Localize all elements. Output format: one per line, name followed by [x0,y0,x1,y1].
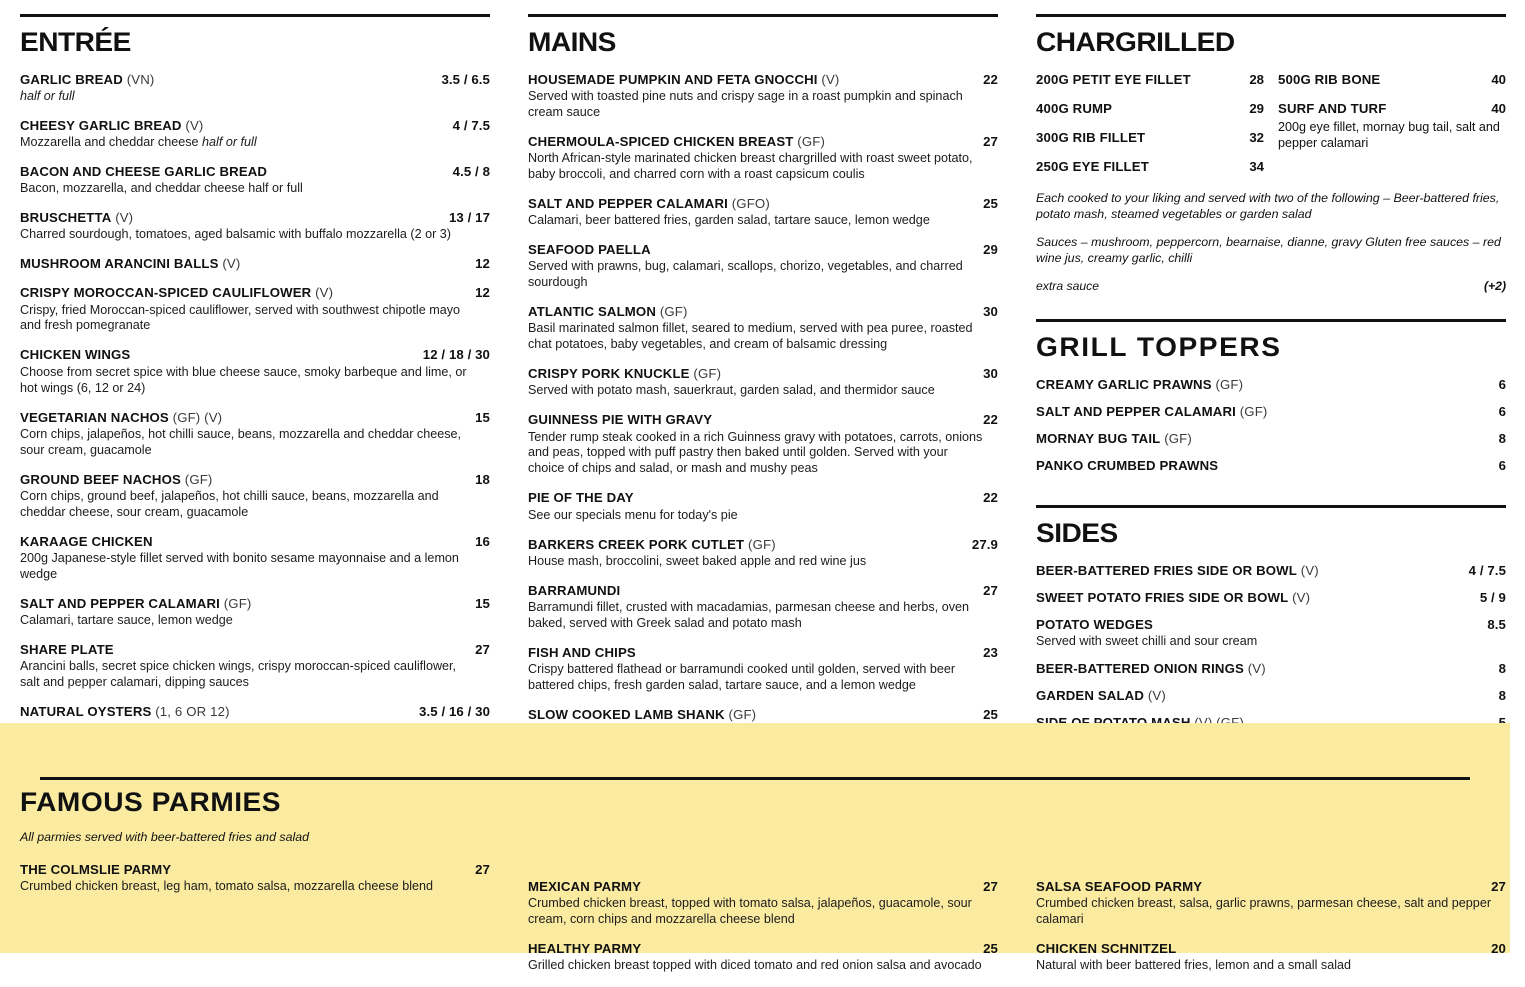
menu-item [1036,879,1506,928]
menu-item-header [20,347,490,363]
menu-item-header [528,537,998,553]
menu-item-price: 12 [475,256,490,272]
menu-item-name: MEXICAN PARMY [528,879,642,894]
chargrilled-item-price: 32 [1249,130,1264,145]
menu-item-description: Crumbed chicken breast, leg ham, tomato salsa, mozzarella cheese blend [20,879,434,894]
chargrilled-item-name: 400G RUMP [1036,101,1113,116]
section-rule-sides [1036,505,1506,508]
menu-item-name: BACON AND CHEESE GARLIC BREAD [20,164,268,180]
parmies-list-2 [528,777,998,974]
menu-item-header [1036,688,1506,704]
menu-item-description: North African-style marinated chicken breast chargrilled with roast sweet potato, baby broccoli, and charred corn with a roast capsicum coulis [528,151,973,182]
menu-item [1036,431,1506,447]
menu-item [528,537,998,570]
menu-item [1036,458,1506,474]
menu-item-header [528,196,998,212]
grill-toppers-item-list [1036,377,1506,474]
menu-item-price: 27 [475,862,490,877]
parmies-list-3 [1036,777,1506,974]
menu-item-header [20,256,490,272]
menu-item [20,285,490,334]
section-title-mains: MAINS [528,27,616,57]
section-rule-grill-toppers [1036,319,1506,322]
menu-item-dietary-tag: (V) [1144,688,1166,704]
menu-item-price: 27 [983,582,998,598]
menu-item-name: SALSA SEAFOOD PARMY [1036,879,1203,894]
menu-item [528,645,998,694]
menu-item-price: 15 [475,595,490,611]
menu-item-dietary-tag: (V) [181,118,204,134]
menu-item-name: CREAMY GARLIC PRAWNS (GF) [1036,376,1244,392]
menu-item-dietary-tag: (GF) [180,471,213,487]
menu-item-price: 8 [1498,688,1506,704]
menu-item [1036,617,1506,650]
menu-item-dietary-tag: (GF) [689,366,722,382]
menu-item-description [20,89,475,105]
spacer-before-grill-toppers [1036,293,1506,319]
menu-item-price: 30 [983,304,998,320]
menu-item-description: 200g Japanese-style fillet served with bonito sesame mayonnaise and a lemon wedge [20,550,459,581]
chargrilled-item-price: 28 [1249,72,1264,87]
menu-item-header [528,304,998,320]
chargrilled-item-name: 200G PETIT EYE FILLET [1036,72,1191,87]
menu-item-header [528,645,998,661]
chargrilled-note-serving: Each cooked to your liking and served with two of the following – Beer-battered fries, potato mash, steamed vegetables or garden salad [1036,191,1500,222]
menu-item-dietary-tag: (GF) [656,304,688,320]
menu-item-price: 13 / 17 [448,210,490,226]
menu-item-header [20,410,490,426]
menu-item-dietary-tag: (GF) [744,536,776,552]
menu-item-description: Bacon, mozzarella, and cheddar cheese half or full [20,181,303,196]
menu-item [20,256,490,272]
section-rule-chargrilled [1036,14,1506,17]
chargrilled-item-name: 300G RIB FILLET [1036,130,1146,145]
menu-item-price: 4 / 7.5 [452,118,490,134]
menu-item-price: 25 [983,941,998,957]
menu-item-name: SALT AND PEPPER CALAMARI (GFO) [528,196,770,212]
menu-item-price: 27 [983,134,998,150]
menu-item-header [20,704,490,720]
menu-item-name: PANKO CRUMBED PRAWNS [1036,457,1219,473]
menu-item [528,583,998,632]
menu-item-name: CRISPY MOROCCAN-SPICED CAULIFLOWER (V) [20,285,334,301]
menu-item-header [528,412,998,428]
menu-item-header [20,164,490,180]
menu-item-description: Crispy battered flathead or barramundi cooked until golden, served with beer battered chips, fresh garden salad, tartare sauce, and a lemon wedge [528,661,956,692]
menu-item-dietary-tag: (GF) [1235,403,1268,419]
menu-item [528,242,998,291]
menu-item-description: Corn chips, ground beef, jalapeños, hot chilli sauce, beans, mozzarella and cheddar cheese, sour cream, guacamole [20,488,439,519]
chargrilled-item-price: 29 [1249,101,1264,116]
entree-item-list [20,72,490,749]
menu-item [1036,563,1506,579]
section-famous-parmies [0,723,1510,973]
menu-item-header [1036,431,1506,447]
menu-item [20,118,490,151]
menu-item-name: CHEESY GARLIC BREAD (V) [20,118,204,134]
menu-item-header [528,490,998,506]
menu-item-header [528,941,998,957]
menu-item-dietary-tag: (V) [1243,661,1266,677]
section-grill-toppers [1036,319,1506,474]
chargrilled-item-price: 40 [1491,101,1506,116]
menu-item-price: 6 [1498,457,1506,473]
menu-item-price: 16 [475,533,490,549]
menu-item-header [1036,458,1506,474]
chargrilled-note-sauces: Sauces – mushroom, peppercorn, bearnaise, dianne, gravy Gluten free sauces – red wine jus, creamy garlic, chilli [1036,235,1501,266]
parmies-column-3 [1036,777,1506,987]
menu-item-price: 15 [475,409,490,425]
menu-item-description: Choose from secret spice with blue cheese sauce, smoky barbeque and lime, or hot wings (6, 12 or 24) [20,364,467,395]
menu-item-header [528,879,998,895]
extra-sauce-price: (+2) [1483,278,1506,293]
menu-item-name: POTATO WEDGES [1036,617,1153,633]
menu-item [528,304,998,353]
menu-item-price: 12 / 18 / 30 [422,347,490,363]
chargrilled-item [1278,72,1506,87]
menu-item-price: 5 / 9 [1479,589,1506,605]
menu-item-dietary-tag: (GF) [219,595,252,611]
menu-item-name: CHICKEN WINGS [20,347,131,363]
menu-item-description: Served with sweet chilli and sour cream [1036,634,1258,649]
chargrilled-left-column [1036,72,1264,188]
menu-item-price: 23 [983,644,998,660]
menu-item-name: THE COLMSLIE PARMY [20,862,172,877]
menu-item-header [20,210,490,226]
menu-item [20,596,490,629]
chargrilled-item-price: 40 [1491,72,1506,87]
menu-item-dietary-tag: (GF) [724,706,757,722]
menu-item-name: CHICKEN SCHNITZEL [1036,941,1177,957]
menu-item-header [528,583,998,599]
menu-item-header [528,72,998,88]
menu-item-description: Crumbed chicken breast, topped with tomato salsa, jalapeños, guacamole, sour cream, corn chips and mozzarella cheese blend [528,896,972,927]
menu-item-dietary-tag: (1, 6 OR 12) [151,703,230,719]
chargrilled-item [1036,130,1264,145]
menu-item-description: Served with prawns, bug, calamari, scallops, chorizo, vegetables, and charred sourdough [528,259,963,290]
menu-item-price: 3.5 / 6.5 [441,72,490,87]
menu-item-dietary-tag: (GF) [1160,430,1192,446]
section-sides [1036,505,1506,759]
chargrilled-item [1036,101,1264,116]
menu-item [1036,404,1506,420]
menu-item-description: Natural with beer battered fries, lemon and a small salad [1036,958,1352,973]
chargrilled-item-price: 34 [1249,159,1264,174]
chargrilled-grid [1036,72,1506,188]
menu-item-dietary-tag: (V) [218,256,241,272]
chargrilled-item [1278,101,1506,116]
menu-item-description: Tender rump steak cooked in a rich Guinness gravy with potatoes, carrots, onions and peas, topped with puff pastry then baked until golden. Served with your choice of chips and salad, or mash and mushy peas [528,429,983,476]
menu-item-header [1036,941,1506,957]
menu-item-header [1036,404,1506,420]
menu-item-dietary-tag: (V) [817,72,840,87]
menu-item-description: Calamari, beer battered fries, garden salad, tartare sauce, lemon wedge [528,213,930,228]
menu-item-description: Corn chips, jalapeños, hot chilli sauce, beans, mozzarella and cheddar cheese, sour cream, guacamole [20,426,462,457]
menu-item-description: Served with toasted pine nuts and crispy sage in a roast pumpkin and spinach cream sauce [528,89,963,120]
menu-item [20,210,490,243]
parmies-list-1 [20,862,490,895]
chargrilled-item [1036,159,1264,174]
menu-item-header [528,134,998,150]
menu-item-price: 25 [983,196,998,212]
menu-item-dietary-tag: (GFO) [727,196,770,212]
menu-item-name: BARKERS CREEK PORK CUTLET (GF) [528,536,776,552]
menu-item-dietary-tag: (VN) [122,72,155,87]
menu-item-price: 8.5 [1487,617,1506,633]
menu-item-header [20,72,490,88]
menu-item-header [528,707,998,723]
menu-item-dietary-tag: (GF) [793,134,825,150]
section-rule-mains [528,14,998,17]
menu-item-header [20,862,490,878]
menu-item-price: 30 [983,366,998,382]
parmies-column-1 [20,777,490,987]
menu-item [528,366,998,399]
menu-item-name: BEER-BATTERED FRIES SIDE OR BOWL (V) [1036,562,1319,578]
menu-item-description: Mozzarella and cheddar cheese half or full [20,135,257,150]
section-title-chargrilled: CHARGRILLED [1036,27,1235,57]
parmies-column-2 [528,777,998,987]
menu-item-description: House mash, broccolini, sweet baked apple and red wine jus [528,553,867,568]
menu-item [528,412,998,477]
menu-item [20,347,490,396]
column-entree [20,14,490,723]
menu-item-price: 22 [983,412,998,428]
menu-item [20,410,490,459]
menu-item-dietary-tag: (V) [311,285,334,301]
section-rule-entree [20,14,490,17]
menu-item-price: 3.5 / 16 / 30 [419,703,490,719]
menu-item-name: PIE OF THE DAY [528,490,634,506]
menu-item-price: 6 [1498,376,1506,392]
menu-item [20,534,490,583]
menu-item-price: 4.5 / 8 [452,164,490,180]
menu-item-description: Charred sourdough, tomatoes, aged balsamic with buffalo mozzarella (2 or 3) [20,227,451,242]
menu-item-name: HEALTHY PARMY [528,941,642,957]
chargrilled-right-column [1278,72,1506,188]
menu-item-price: 12 [475,285,490,301]
menu-item-header [20,596,490,612]
menu-item [20,642,490,691]
menu-item-header [1036,617,1506,633]
section-title-grill-toppers: GRILL TOPPERS [1036,331,1282,362]
menu-item-price: 22 [983,490,998,506]
chargrilled-item-name: SURF AND TURF [1278,101,1387,116]
menu-item-name: GARDEN SALAD (V) [1036,688,1166,704]
menu-item-header [1036,590,1506,606]
menu-item [1036,688,1506,704]
menu-item-name: KARAAGE CHICKEN [20,533,153,549]
section-rule-famous-parmies [40,777,1470,780]
menu-item-dietary-tag: (V) [111,210,134,226]
menu-item [528,196,998,229]
chargrilled-item [1036,72,1264,87]
menu-item-description: Basil marinated salmon fillet, seared to medium, served with pea puree, roasted chat potatoes, baby vegetables, and cream of balsamic dressing [528,321,973,352]
menu-item-price: 27 [475,641,490,657]
menu-item-name: ATLANTIC SALMON (GF) [528,304,688,320]
menu-item-name: FISH AND CHIPS [528,644,636,660]
menu-item-description: Calamari, tartare sauce, lemon wedge [20,612,233,627]
menu-item-name: SALT AND PEPPER CALAMARI (GF) [1036,403,1268,419]
menu-item-name: GROUND BEEF NACHOS (GF) [20,471,213,487]
menu-item-price: 25 [983,706,998,722]
column-chargrilled [1036,14,1506,723]
menu-item-header [528,366,998,382]
menu-item-price: 27 [1491,879,1506,894]
menu-item-dietary-tag: (V) [1296,562,1319,578]
menu-item-header [20,472,490,488]
menu-item-header [1036,563,1506,579]
menu-item [528,72,998,121]
chargrilled-item-name: 250G EYE FILLET [1036,159,1149,174]
menu-item-header [20,534,490,550]
menu-item-header [20,285,490,301]
menu-item-price: 6 [1498,403,1506,419]
menu-item-name: BARRAMUNDI [528,582,621,598]
menu-item-name: MORNAY BUG TAIL (GF) [1036,430,1192,446]
menu-item-header [1036,879,1506,895]
menu-item [528,941,998,974]
spacer-before-sides [1036,485,1506,505]
menu-item [528,490,998,523]
menu-item-name: SALT AND PEPPER CALAMARI (GF) [20,595,252,611]
parmies-columns [20,723,1506,987]
column-mains [528,14,998,723]
menu-item-name: BRUSCHETTA (V) [20,210,134,226]
menu-item-name: SEAFOOD PAELLA [528,242,651,258]
menu-item-price: 8 [1498,661,1506,677]
menu-item-price: 8 [1498,430,1506,446]
chargrilled-item-name: 500G RIB BONE [1278,72,1381,87]
menu-item-description-italic: half or full [20,89,75,104]
menu-item-name: NATURAL OYSTERS (1, 6 OR 12) [20,703,230,719]
section-title-entree: ENTRÉE [20,27,131,57]
menu-item [20,704,490,720]
menu-item-price: 18 [475,471,490,487]
menu-item-price: 27 [983,879,998,894]
menu-item [1036,590,1506,606]
menu-item-name: BEER-BATTERED ONION RINGS (V) [1036,661,1266,677]
menu-item-name: GUINNESS PIE WITH GRAVY [528,412,713,428]
menu-item-price: 29 [983,242,998,258]
menu-item [528,879,998,928]
menu-item-description: Barramundi fillet, crusted with macadamias, parmesan cheese and herbs, oven baked, served with Greek salad and potato mash [528,599,970,630]
menu-item [20,164,490,197]
menu-item-name: CHERMOULA-SPICED CHICKEN BREAST (GF) [528,134,825,150]
menu-item-name: SWEET POTATO FRIES SIDE OR BOWL (V) [1036,589,1311,605]
menu-item-price: 22 [983,72,998,87]
menu-item [20,72,490,105]
menu-item-name: VEGETARIAN NACHOS (GF) (V) [20,409,223,425]
menu-item-dietary-tag: (GF) (V) [168,409,223,425]
extra-sauce-row [1036,279,1506,293]
menu-item-name: HOUSEMADE PUMPKIN AND FETA GNOCCHI (V) [528,72,840,87]
menu-item-description: Crispy, fried Moroccan-spiced cauliflower, served with southwest chipotle mayo and fresh pomegranate [20,302,461,333]
menu-item-description: Arancini balls, secret spice chicken wings, crispy moroccan-spiced cauliflower, salt and pepper calamari, dipping sauces [20,658,457,689]
menu-item-header [20,642,490,658]
menu-item [20,862,490,895]
menu-item-header [20,118,490,134]
menu-item-name: SHARE PLATE [20,641,114,657]
chargrilled-item-description: 200g eye fillet, mornay bug tail, salt and pepper calamari [1278,120,1500,150]
menu-item [528,134,998,183]
mains-item-list [528,72,998,756]
parmies-serving-note: All parmies served with beer-battered fries and salad [20,830,310,844]
menu-item [1036,661,1506,677]
menu-item-dietary-tag: (GF) [1211,376,1244,392]
menu-item-name: CRISPY PORK KNUCKLE (GF) [528,366,722,382]
extra-sauce-label: extra sauce [1036,278,1100,293]
menu-item-dietary-tag: (V) [1288,589,1311,605]
section-title-famous-parmies: FAMOUS PARMIES [20,787,282,817]
menu-item-description: Crumbed chicken breast, salsa, garlic prawns, parmesan cheese, salt and pepper calamari [1036,896,1492,927]
menu-item [1036,377,1506,393]
menu-item-price: 4 / 7.5 [1468,562,1506,578]
menu-item-description: See our specials menu for today's pie [528,507,738,522]
menu-item-price: 27.9 [971,536,998,552]
menu-item-header [1036,377,1506,393]
menu-item-name: MUSHROOM ARANCINI BALLS (V) [20,256,241,272]
menu-item-header [1036,661,1506,677]
menu-item-name: GARLIC BREAD (VN) [20,72,155,87]
menu-item [1036,941,1506,974]
section-chargrilled [1036,14,1506,293]
menu-item-description: Served with potato mash, sauerkraut, garden salad, and thermidor sauce [528,383,935,398]
menu-item [20,472,490,521]
menu-item-header [528,242,998,258]
menu-item-description-italic: half or full [202,135,257,150]
section-title-sides: SIDES [1036,517,1118,548]
menu-item-name: SLOW COOKED LAMB SHANK (GF) [528,706,757,722]
menu-item-price: 20 [1491,941,1506,957]
menu-item-description: Grilled chicken breast topped with diced tomato and red onion salsa and avocado [528,958,982,973]
